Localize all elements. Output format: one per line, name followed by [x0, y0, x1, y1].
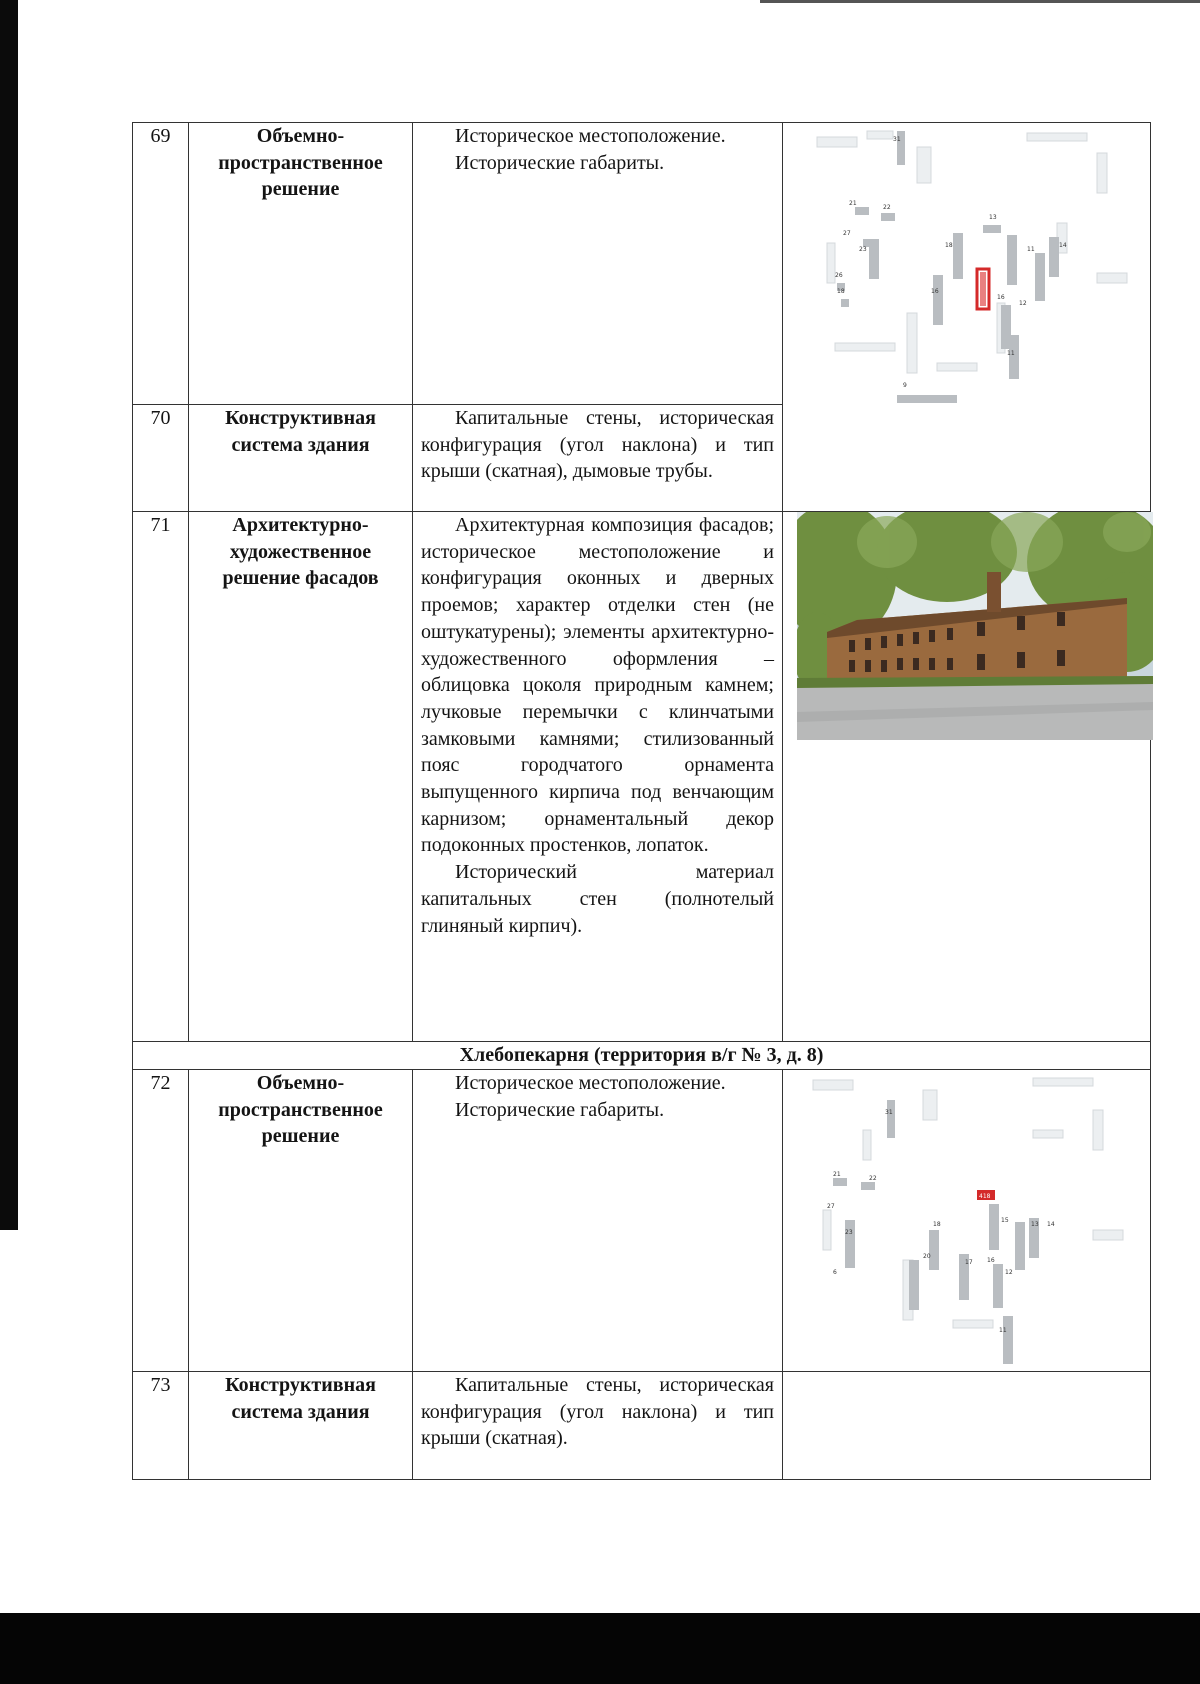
map-label: 22	[869, 1175, 877, 1182]
row-number: 70	[133, 405, 189, 512]
map-label: 12	[1019, 300, 1027, 307]
element-description	[413, 123, 783, 405]
site-plan-cell	[783, 123, 1151, 512]
map-label: 15	[1001, 1217, 1009, 1224]
element-name-line: пространственное	[218, 1098, 383, 1121]
element-name-line: система здания	[231, 433, 370, 456]
description-paragraph: Исторические габариты.	[455, 151, 665, 174]
element-name-line: решение	[261, 1125, 340, 1148]
map-label: 21	[849, 200, 857, 207]
map-label: 20	[923, 1253, 931, 1260]
scan-bottom-border	[0, 1613, 1200, 1684]
site-plan-cell	[783, 1070, 1151, 1372]
element-name-line: система здания	[231, 1400, 370, 1423]
facade-photo-cell	[783, 512, 1151, 1042]
map-label: 13	[989, 214, 997, 221]
element-name	[189, 123, 413, 405]
element-name	[189, 1372, 413, 1480]
map-label: 14	[1059, 242, 1067, 249]
table-row	[133, 1372, 1151, 1480]
map-label: 9	[903, 382, 907, 389]
description-paragraph: Исторический материал капитальных стен (полнотелый глиняный кирпич).	[421, 861, 774, 937]
heritage-elements-table	[132, 122, 1151, 1480]
element-description	[413, 1372, 783, 1480]
element-name-line: пространственное	[218, 151, 383, 174]
map-label: 18	[933, 1221, 941, 1228]
map-label: 17	[965, 1259, 973, 1266]
description-paragraph: Историческое местоположение.	[455, 1072, 726, 1094]
map-label: 21	[833, 1171, 841, 1178]
map-label: 16	[931, 288, 939, 295]
map-label: 26	[835, 272, 843, 279]
map-label: 12	[1005, 1269, 1013, 1276]
row-number: 72	[133, 1070, 189, 1372]
row-number: 73	[133, 1372, 189, 1480]
section-title: Хлебопекарня (территория в/г № 3, д. 8)	[133, 1042, 1151, 1070]
element-description	[413, 1070, 783, 1372]
section-header-row	[133, 1042, 1151, 1070]
site-plan-map	[797, 123, 1149, 405]
row-number: 71	[133, 512, 189, 1042]
element-name	[189, 512, 413, 1042]
description-paragraph: Капитальные стены, историческая конфигурация (угол наклона) и тип крыши (скатная).	[421, 1374, 774, 1450]
description-paragraph: Капитальные стены, историческая конфигурация (угол наклона) и тип крыши (скатная), дымовые трубы.	[421, 407, 774, 483]
site-plan-map	[793, 1070, 1145, 1370]
table-row	[133, 1070, 1151, 1372]
map-label: 23	[845, 1229, 853, 1236]
table-row	[133, 512, 1151, 1042]
map-label: 14	[1047, 1221, 1055, 1228]
element-name-line: художественное	[229, 540, 372, 563]
map-label: 11	[1027, 246, 1035, 253]
map-label: 27	[827, 1203, 835, 1210]
description-paragraph: Архитектурная композиция фасадов; историческое местоположение и конфигурация оконных и дверных проемов; характер отделки стен (не оштукатурены); элементы архитектурно-художественного оформления – облицовка цоколя природным камнем; лучковые перемычки с клинчатыми замковыми камнями; стилизованный пояс городчатого орнамента выпущенного кирпича под венчающим карнизом; орнаментальный декор подоконных простенков, лопаток.	[421, 514, 774, 857]
map-label: 18	[945, 242, 953, 249]
description-paragraph: Исторические габариты.	[455, 1098, 665, 1121]
map-label: 31	[893, 136, 901, 143]
map-label: 31	[885, 1109, 893, 1116]
element-name-line: Конструктивная	[225, 1374, 376, 1396]
map-label: 18	[837, 288, 845, 295]
element-name-line: Объемно-	[256, 1072, 345, 1094]
element-name-line: Объемно-	[256, 125, 345, 147]
description-paragraph: Историческое местоположение.	[455, 125, 726, 147]
map-label: 22	[883, 204, 891, 211]
element-name-line: Конструктивная	[225, 407, 376, 429]
element-name	[189, 405, 413, 512]
map-label: 27	[843, 230, 851, 237]
element-description	[413, 512, 783, 1042]
row-number: 69	[133, 123, 189, 405]
map-label: 16	[997, 294, 1005, 301]
element-name	[189, 1070, 413, 1372]
map-label: 23	[859, 246, 867, 253]
element-name-line: решение фасадов	[222, 567, 379, 590]
scan-top-edge	[760, 0, 1200, 3]
map-label: 16	[987, 1257, 995, 1264]
map-label: 11	[999, 1327, 1007, 1334]
building-facade-photo	[797, 512, 1153, 740]
map-label: 418	[979, 1193, 991, 1200]
table-row	[133, 123, 1151, 405]
map-label: 13	[1031, 1221, 1039, 1228]
element-name-line: решение	[261, 178, 340, 201]
map-label: 11	[1007, 350, 1015, 357]
empty-image-cell	[783, 1372, 1151, 1480]
element-name-line: Архитектурно-	[232, 514, 369, 536]
element-description	[413, 405, 783, 512]
scan-left-border	[0, 0, 18, 1230]
map-label: 6	[833, 1269, 837, 1276]
